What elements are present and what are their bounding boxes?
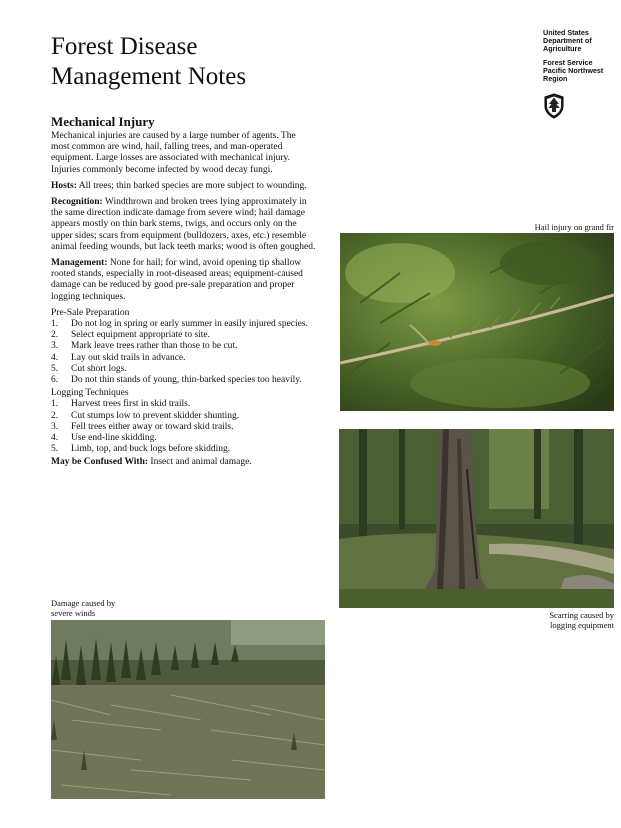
hail-caption: Hail injury on grand fir — [534, 222, 614, 232]
wind-damage-photo — [51, 620, 325, 799]
confused-paragraph — [51, 457, 316, 468]
presale-list — [51, 319, 316, 386]
section-heading: Mechanical Injury — [51, 114, 155, 129]
scarring-caption — [480, 610, 614, 630]
item-number: 4. — [51, 433, 59, 444]
list-item — [51, 433, 316, 444]
title-line-1: Forest Disease — [51, 33, 198, 60]
item-number: 1. — [51, 319, 59, 330]
list-item — [51, 353, 316, 364]
item-text: Do not log in spring or early summer in easily injured species. — [71, 319, 308, 330]
presale-title: Pre-Sale Preparation — [51, 307, 130, 318]
hosts-text: All trees; thin barked species are more subject to wounding. — [76, 180, 307, 191]
agency-line: United States — [543, 28, 589, 37]
list-item — [51, 399, 316, 410]
item-text: Use end-line skidding. — [71, 433, 157, 444]
scarring-caption-line-1: Scarring caused by — [549, 610, 614, 620]
item-text: Mark leave trees rather than those to be cut. — [71, 341, 238, 352]
recognition-label: Recognition: — [51, 197, 103, 208]
agency-line: Agriculture — [543, 44, 582, 53]
confused-label: May be Confused With: — [51, 457, 149, 468]
item-number: 5. — [51, 444, 59, 455]
item-number: 2. — [51, 410, 59, 421]
item-number: 1. — [51, 399, 59, 410]
agency-line: Forest Service — [543, 58, 593, 67]
list-item — [51, 444, 316, 455]
hail-injury-photo — [340, 233, 614, 411]
item-text: Select equipment appropriate to site. — [71, 330, 211, 341]
hosts-label: Hosts: — [51, 180, 77, 191]
hosts-paragraph — [51, 181, 316, 192]
agency-line: Region — [543, 74, 568, 83]
management-paragraph — [51, 258, 316, 303]
item-text: Limb, top, and buck logs before skidding. — [71, 444, 231, 455]
wind-photo-image — [51, 620, 325, 799]
item-number: 4. — [51, 352, 59, 363]
item-number: 5. — [51, 363, 59, 374]
page-title — [51, 32, 246, 92]
scarring-photo-image — [339, 429, 614, 608]
list-item — [51, 341, 316, 352]
usda-forest-service-shield-icon — [543, 93, 565, 119]
item-number: 3. — [51, 421, 59, 432]
article-column — [51, 114, 316, 474]
item-text: Cut stumps low to prevent skidder shunting. — [71, 410, 240, 421]
recognition-paragraph — [51, 197, 316, 253]
item-text: Lay out skid trails in advance. — [71, 352, 186, 363]
agency-line: Pacific Northwest — [543, 66, 604, 75]
scarring-caption-line-2: logging equipment — [550, 620, 614, 630]
agency-block — [543, 29, 603, 83]
list-item — [51, 422, 316, 433]
title-line-2: Management Notes — [51, 63, 247, 90]
agency-line: Department of — [543, 36, 592, 45]
item-number: 6. — [51, 375, 59, 386]
list-item — [51, 364, 316, 375]
logging-list — [51, 399, 316, 455]
intro-paragraph: Mechanical injuries are caused by a large number of agents. The most common are wind, hail, falling trees, and man-operated equipment. Large losses are associated with mechanical injury. Injuries commonly become infected by wood decay fungi. — [51, 131, 296, 175]
item-text: Fell trees either away or toward skid trails. — [71, 421, 234, 432]
item-number: 3. — [51, 341, 59, 352]
confused-text: Insect and animal damage. — [148, 457, 252, 468]
recognition-text: Windthrown and broken trees lying approximately in the same direction indicate damage from severe wind; hail damage appears mostly on thin bark stems, twigs, and occurs only on the upper sides; scars from equipment (bulldozers, axes, etc.) resemble animal feeding wounds, but lack teeth marks; wood is often goughed. — [51, 197, 316, 252]
management-label: Management: — [51, 258, 108, 269]
scarring-photo — [339, 429, 614, 608]
item-text: Do not thin stands of young, thin-barked species too heavily. — [71, 375, 302, 386]
item-number: 2. — [51, 330, 59, 341]
wind-caption-line-1: Damage caused by — [51, 598, 116, 608]
item-text: Harvest trees first in skid trails. — [71, 399, 191, 410]
list-item — [51, 330, 316, 341]
wind-caption — [51, 598, 201, 618]
management-text: None for hail; for wind, avoid opening tip shallow rooted stands, especially in root-diseased areas; equipment-caused damage can be reduced by good pre-sale preparation and proper logging techniques. — [51, 258, 303, 302]
hail-photo-image — [340, 233, 614, 411]
list-item — [51, 375, 316, 386]
wind-caption-line-2: severe winds — [51, 608, 96, 618]
list-item — [51, 411, 316, 422]
list-item — [51, 319, 316, 330]
item-text: Cut short logs. — [71, 363, 127, 374]
logging-title: Logging Techniques — [51, 388, 129, 399]
